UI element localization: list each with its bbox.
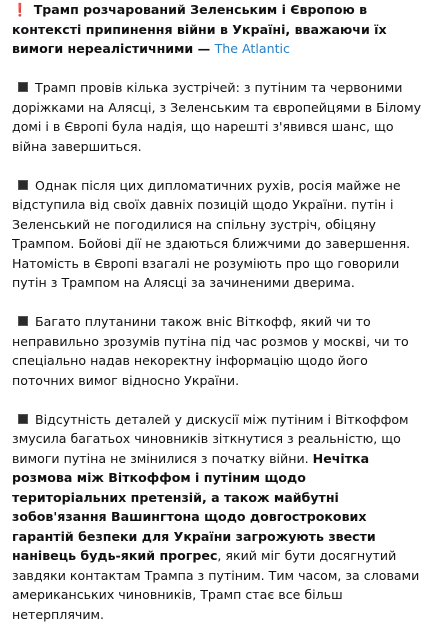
source-link[interactable]: The Atlantic [215,41,290,56]
exclamation-icon: ❗ [12,2,28,17]
square-bullet-icon [18,316,28,326]
post-paragraph-1 [12,78,422,156]
paragraph-4-text-c: , який міг бути досягнутий завдяки контактам Трампа з путіним. Тим часом, за словами американських чиновників, Трамп стає все більш нетерплячим. [12,548,419,622]
post-paragraph-4 [12,410,422,624]
post-paragraph-3 [12,312,422,390]
post-headline [12,0,422,59]
paragraph-3-text: Багато плутанини також вніс Віткофф, який чи то неправильно зрозумів путіна під час розмов у москві, чи то спеціально надав некоректну інформацію щодо його поточних вимог відносно України. [12,314,409,388]
square-bullet-icon [18,180,28,190]
square-bullet-icon [18,82,28,92]
paragraph-4-text-a: Відсутність деталей у дискусії між путіним і Віткоффом змусила багатьох чиновників зіткнутися з реальністю, що вимоги путіна не змінилися з початку війни. [12,412,409,466]
paragraph-1-text: Трамп провів кілька зустрічей: з путіним та червоними доріжками на Алясці, з Зеленським та європейцями в Білому домі і в Європі була надія, що нарешті з'явився шанс, що війна завершиться. [12,80,421,154]
post-paragraph-2 [12,176,422,293]
paragraph-4-bold-text: Нечітка розмова між Віткоффом і путіним щодо територіальних претензій, а також майбутні зобов'язання Вашингтона щодо довгострокових гарантій безпеки для України загрожують звести нанівець будь-який прогрес [12,451,376,564]
paragraph-2-text: Однак після цих дипломатичних рухів, росія майже не відступила від своїх давніх позицій щодо України. путін і Зеленський не погодилися на спільну зустріч, обіцяну Трампом. Бойові дії не здаються ближчими до завершення. Натомість в Європі взагалі не розуміють про що говорили путін з Трампом на Алясці за зачиненими дверима. [12,178,410,291]
square-bullet-icon [18,414,28,424]
headline-text: Трамп розчарований Зеленським і Європою в контексті припинення війни в Україні, вважаючи їх вимоги нереалістичними — [12,2,387,56]
